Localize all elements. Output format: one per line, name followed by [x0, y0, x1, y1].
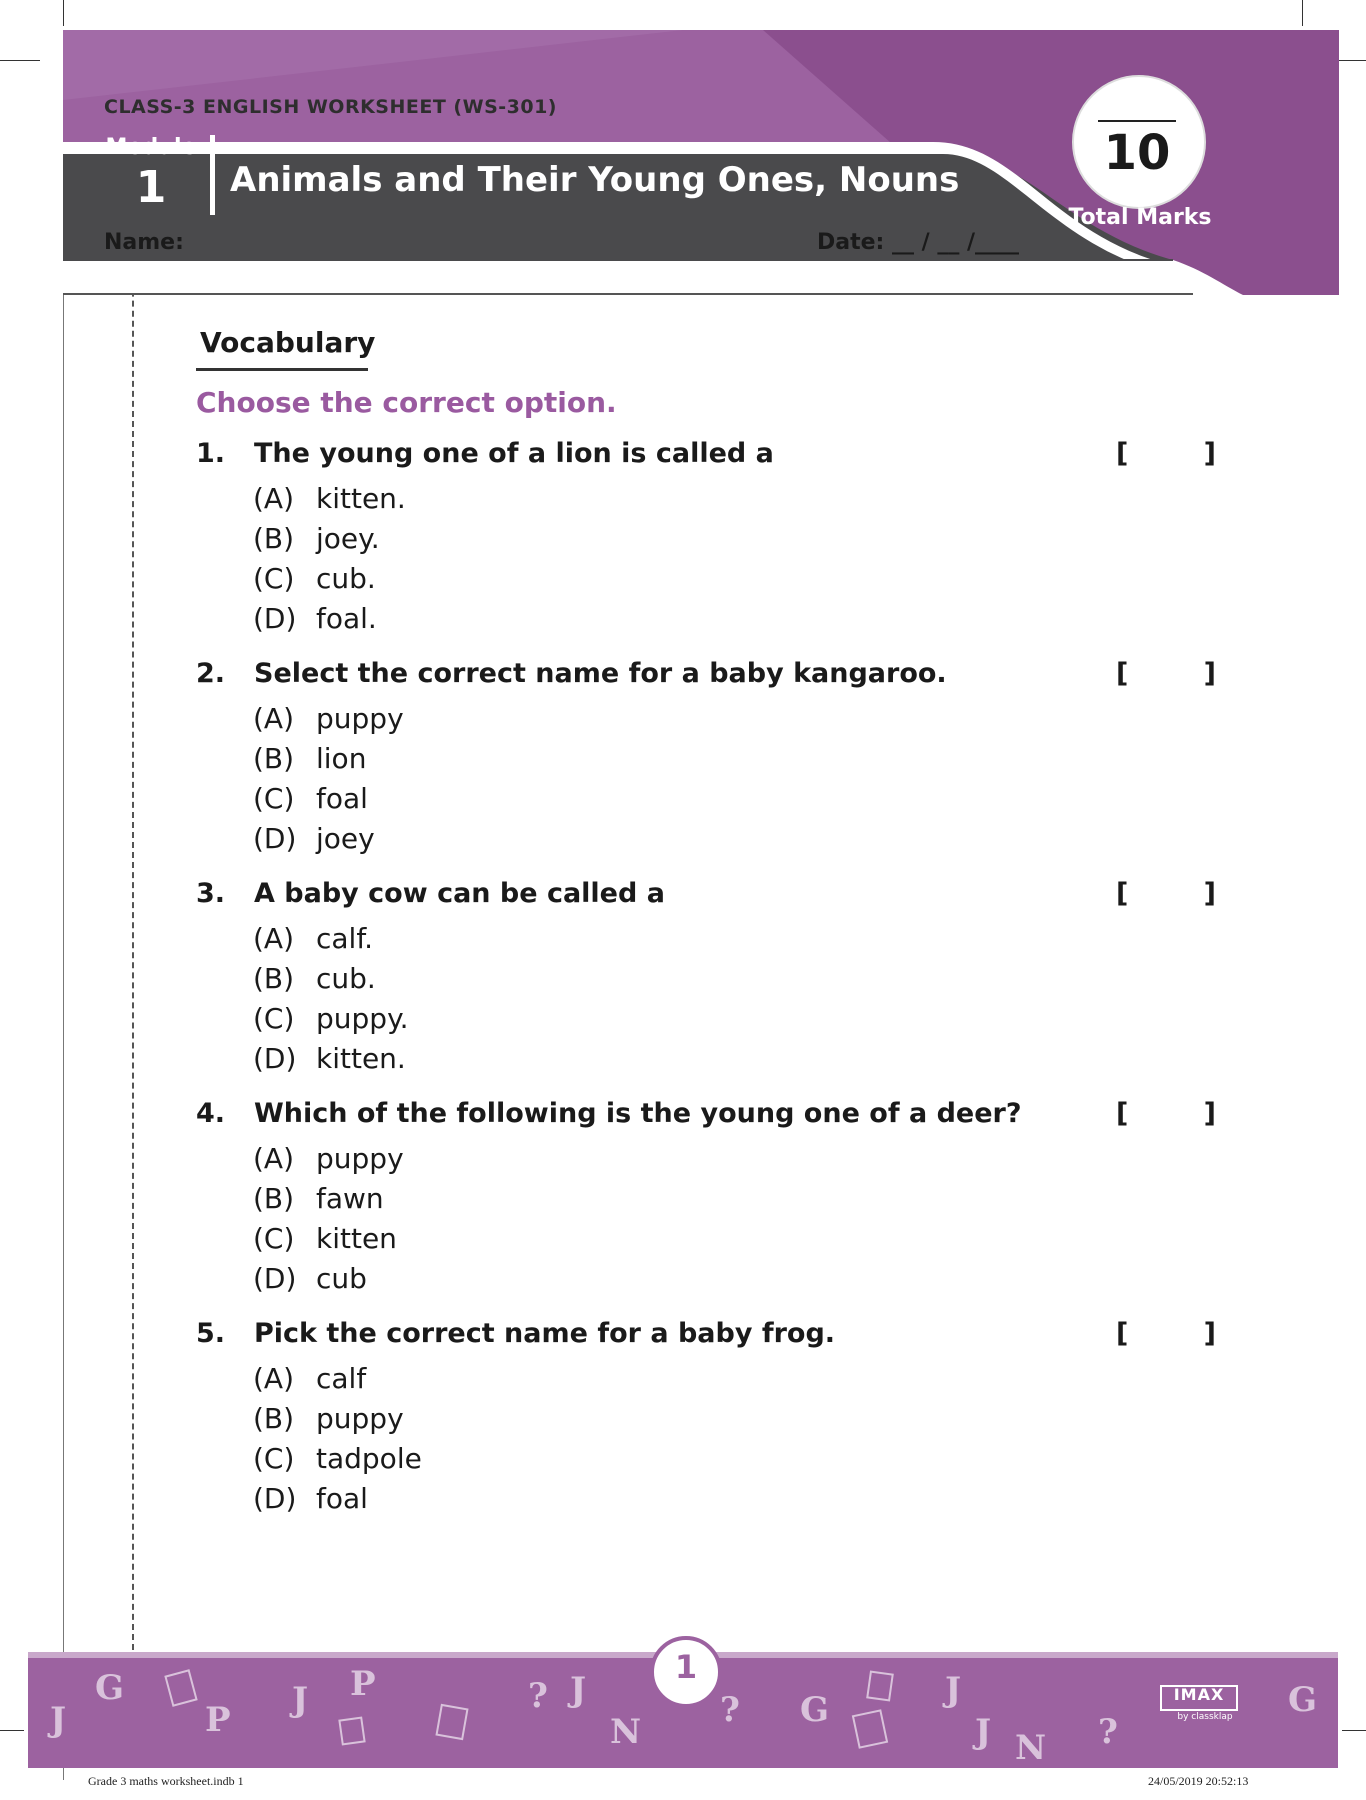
answer-box[interactable]: [ ] [1116, 878, 1216, 909]
print-slug-file: Grade 3 maths worksheet.indb 1 [88, 1774, 244, 1788]
print-slug-timestamp: 24/05/2019 20:52:13 [1148, 1774, 1249, 1788]
notebook-doodle-icon [866, 1670, 894, 1701]
answer-box[interactable]: [ ] [1116, 1098, 1216, 1129]
brand-subtitle: by classklap [1177, 1712, 1233, 1722]
question-text: The young one of a lion is called a [254, 438, 774, 469]
notebook-doodle-icon [338, 1716, 365, 1745]
letter-doodle-icon: N [610, 1712, 642, 1752]
option-item: (C) kitten [253, 1222, 397, 1255]
crop-mark [63, 0, 64, 26]
module-number: 1 [135, 162, 167, 213]
option-item: (B) puppy [253, 1402, 404, 1435]
question-number: 4. [196, 1098, 226, 1129]
option-item: (C) foal [253, 782, 368, 815]
crop-mark [1302, 0, 1303, 26]
letter-doodle-icon: G [1288, 1680, 1318, 1720]
letter-doodle-icon: J [975, 1712, 992, 1752]
letter-doodle-icon: J [292, 1680, 309, 1720]
letter-doodle-icon: J [50, 1700, 67, 1740]
letter-doodle-icon: J [945, 1670, 962, 1710]
section-underline [196, 368, 368, 371]
question-number: 1. [196, 438, 226, 469]
option-item: (C) cub. [253, 562, 376, 595]
question-1 [196, 438, 1256, 642]
instruction-text: Choose the correct option. [196, 386, 617, 419]
option-item: (B) lion [253, 742, 367, 775]
letter-doodle-icon: G [800, 1690, 830, 1730]
letter-doodle-icon: P [205, 1700, 231, 1740]
total-marks-label: Total Marks [1068, 205, 1212, 230]
option-item: (D) foal. [253, 602, 377, 635]
section-title: Vocabulary [200, 326, 376, 359]
option-item: (A) calf. [253, 922, 374, 955]
crop-mark [0, 60, 40, 61]
letter-doodle-icon: P [350, 1664, 376, 1704]
question-number: 2. [196, 658, 226, 689]
letter-doodle-icon: ? [720, 1690, 740, 1730]
option-item: (B) fawn [253, 1182, 384, 1215]
module-label: Module [105, 135, 197, 160]
brand-name: IMAX [1173, 1685, 1225, 1704]
question-text: Which of the following is the young one of a deer? [254, 1098, 1022, 1129]
option-item: (C) tadpole [253, 1442, 422, 1475]
option-item: (B) cub. [253, 962, 376, 995]
total-marks-value: 10 [1103, 125, 1171, 181]
question-5 [196, 1318, 1256, 1522]
question-text: Select the correct name for a baby kangaroo. [254, 658, 947, 689]
answer-box[interactable]: [ ] [1116, 1318, 1216, 1349]
option-item: (A) kitten. [253, 482, 406, 515]
option-item: (B) joey. [253, 522, 380, 555]
marks-blank-line [1098, 120, 1176, 122]
option-item: (D) foal [253, 1482, 368, 1515]
option-item: (A) puppy [253, 702, 404, 735]
question-3 [196, 878, 1256, 1082]
page-title: Animals and Their Young Ones, Nouns [230, 160, 960, 200]
letter-doodle-icon: ? [528, 1676, 548, 1716]
worksheet-class-line: CLASS-3 ENGLISH WORKSHEET (WS-301) [104, 96, 557, 118]
name-field-label: Name: [104, 230, 184, 255]
option-item: (A) calf [253, 1362, 367, 1395]
option-item: (D) joey [253, 822, 375, 855]
date-field-label: Date: __ / __ /____ [817, 230, 1020, 255]
option-item: (A) puppy [253, 1142, 404, 1175]
question-4 [196, 1098, 1256, 1302]
page-number: 1 [674, 1648, 698, 1686]
letter-doodle-icon: J [570, 1670, 587, 1710]
question-2 [196, 658, 1256, 862]
question-number: 5. [196, 1318, 226, 1349]
crop-mark [1342, 1730, 1366, 1731]
option-item: (C) puppy. [253, 1002, 409, 1035]
module-divider [210, 135, 215, 215]
letter-doodle-icon: N [1015, 1728, 1047, 1768]
option-item: (D) kitten. [253, 1042, 406, 1075]
answer-box[interactable]: [ ] [1116, 658, 1216, 689]
crop-mark [0, 1730, 24, 1731]
question-text: A baby cow can be called a [254, 878, 665, 909]
letter-doodle-icon: G [95, 1668, 125, 1708]
answer-box[interactable]: [ ] [1116, 438, 1216, 469]
letter-doodle-icon: ? [1098, 1712, 1118, 1752]
notebook-doodle-icon [435, 1704, 468, 1740]
question-text: Pick the correct name for a baby frog. [254, 1318, 836, 1349]
question-number: 3. [196, 878, 226, 909]
option-item: (D) cub [253, 1262, 367, 1295]
